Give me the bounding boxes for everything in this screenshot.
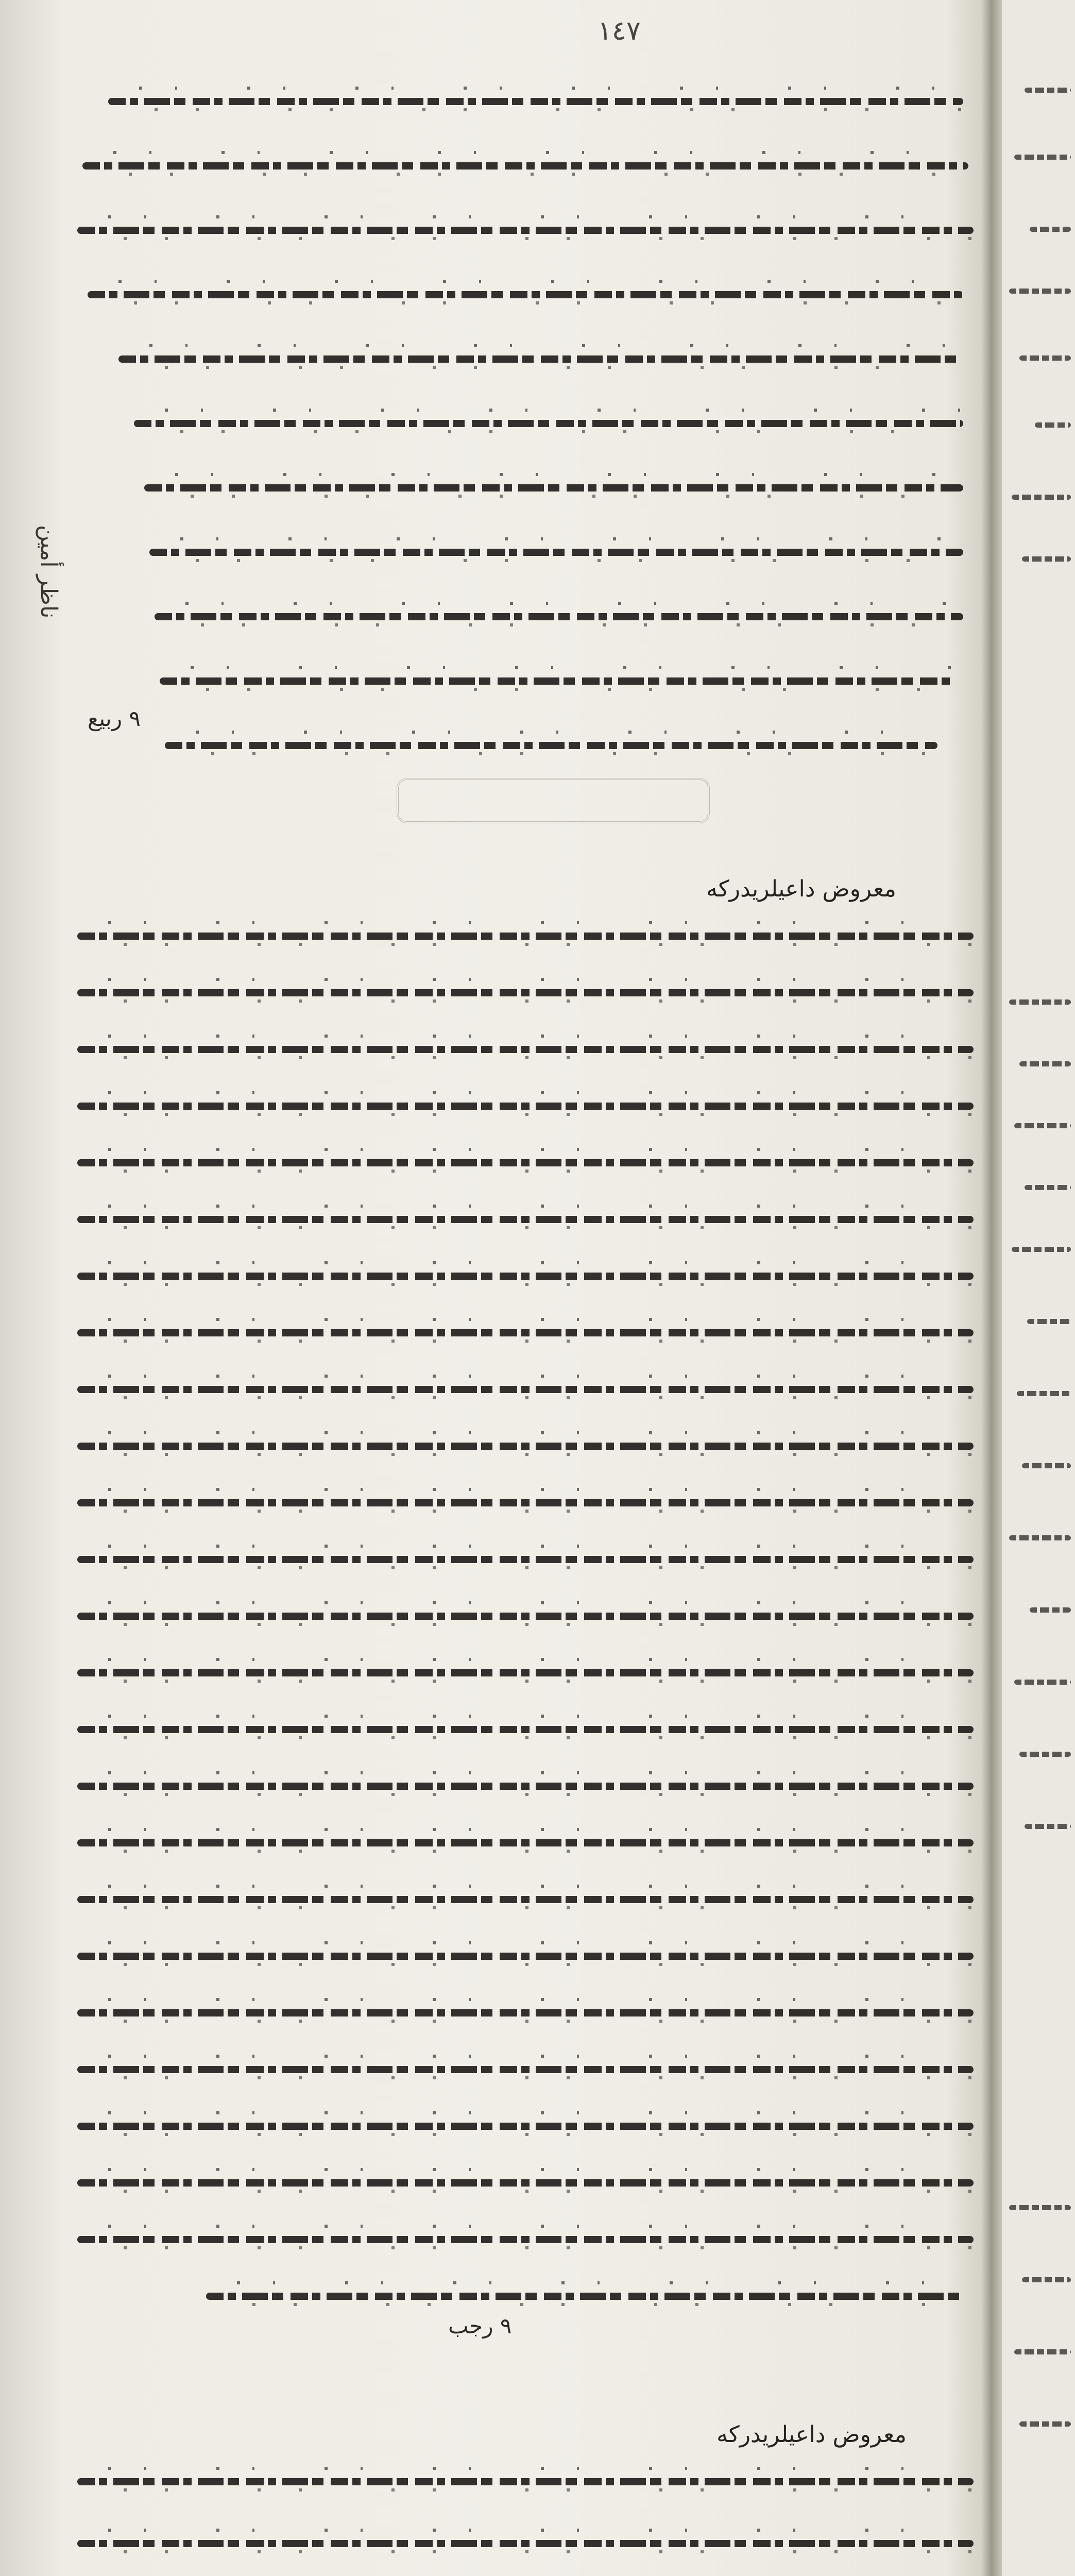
adjacent-text-line (1030, 227, 1071, 232)
handwritten-line (77, 1365, 974, 1415)
handwritten-line (77, 1705, 974, 1755)
handwritten-line (77, 912, 974, 961)
entry-date: ٩ ربيع (88, 706, 141, 731)
register-entry-3 (77, 2421, 974, 2576)
handwritten-line (77, 1989, 974, 2038)
handwritten-line (77, 1535, 974, 1585)
handwritten-line (77, 270, 974, 320)
handwritten-line (77, 2519, 974, 2569)
adjacent-text-line (1022, 2277, 1071, 2282)
handwritten-line (77, 399, 974, 449)
adjacent-text-line (1022, 1463, 1071, 1468)
handwritten-line (77, 528, 974, 578)
adjacent-text-line (1019, 355, 1071, 361)
register-entry-2 (77, 876, 974, 2370)
handwritten-line (77, 1649, 974, 1698)
adjacent-text-line (1019, 2421, 1071, 2427)
adjacent-text-line (1027, 1319, 1071, 1324)
adjacent-text-line (1014, 1123, 1071, 1128)
handwritten-line (77, 1309, 974, 1358)
margin-annotation: ناظر أمين (36, 524, 62, 618)
handwritten-line (77, 206, 974, 256)
adjacent-text-line (1014, 1680, 1071, 1685)
binding-gutter (981, 0, 1002, 2576)
handwritten-line (77, 335, 974, 384)
entry-date: ٩ رجب (448, 2313, 512, 2338)
adjacent-text-line (1019, 1061, 1071, 1066)
handwritten-line (77, 1875, 974, 1925)
adjacent-text-line (1009, 289, 1071, 294)
adjacent-text-line (1009, 1535, 1071, 1540)
folio-number: ١٤٧ (598, 15, 641, 46)
handwritten-line (77, 1762, 974, 1811)
handwritten-line (77, 1139, 974, 1188)
handwritten-line (77, 721, 974, 771)
adjacent-text-line (1009, 999, 1071, 1005)
handwritten-line (77, 1592, 974, 1641)
adjacent-page-edge (1002, 0, 1075, 2576)
handwritten-line (77, 1479, 974, 1528)
adjacent-text-line (1012, 495, 1071, 500)
handwritten-line (77, 1195, 974, 1245)
handwritten-line (77, 1819, 974, 1868)
adjacent-text-line (1014, 2349, 1071, 2354)
handwritten-line (77, 2159, 974, 2208)
adjacent-text-line (1014, 155, 1071, 160)
handwritten-line (77, 592, 974, 642)
handwritten-line (77, 1082, 974, 1131)
handwritten-line (77, 969, 974, 1018)
adjacent-text-line (1025, 1824, 1071, 1829)
entry-heading: معروض داعيلريدركه (716, 2421, 907, 2448)
adjacent-text-line (1009, 2205, 1071, 2210)
handwritten-line (77, 1422, 974, 1471)
handwritten-line (77, 142, 974, 191)
handwritten-line (77, 2272, 974, 2321)
adjacent-text-line (1017, 1391, 1071, 1396)
adjacent-text-line (1025, 1185, 1071, 1190)
entry-heading: معروض داعيلريدركه (706, 876, 896, 902)
handwritten-line (77, 2215, 974, 2265)
register-entry-1 (77, 77, 974, 850)
handwritten-line (77, 464, 974, 513)
adjacent-text-line (1035, 422, 1071, 428)
handwritten-line (77, 657, 974, 706)
faded-seal (397, 778, 710, 823)
handwritten-line (77, 2458, 974, 2507)
handwritten-line (77, 1932, 974, 1981)
adjacent-text-line (1019, 1752, 1071, 1757)
handwritten-line (77, 1025, 974, 1075)
handwritten-line (77, 1252, 974, 1301)
adjacent-text-line (1012, 1247, 1071, 1252)
handwritten-line (77, 2102, 974, 2151)
adjacent-text-line (1022, 556, 1071, 562)
adjacent-text-line (1025, 88, 1071, 93)
handwritten-line (77, 2045, 974, 2095)
handwritten-line (77, 77, 974, 127)
adjacent-text-line (1030, 1607, 1071, 1613)
